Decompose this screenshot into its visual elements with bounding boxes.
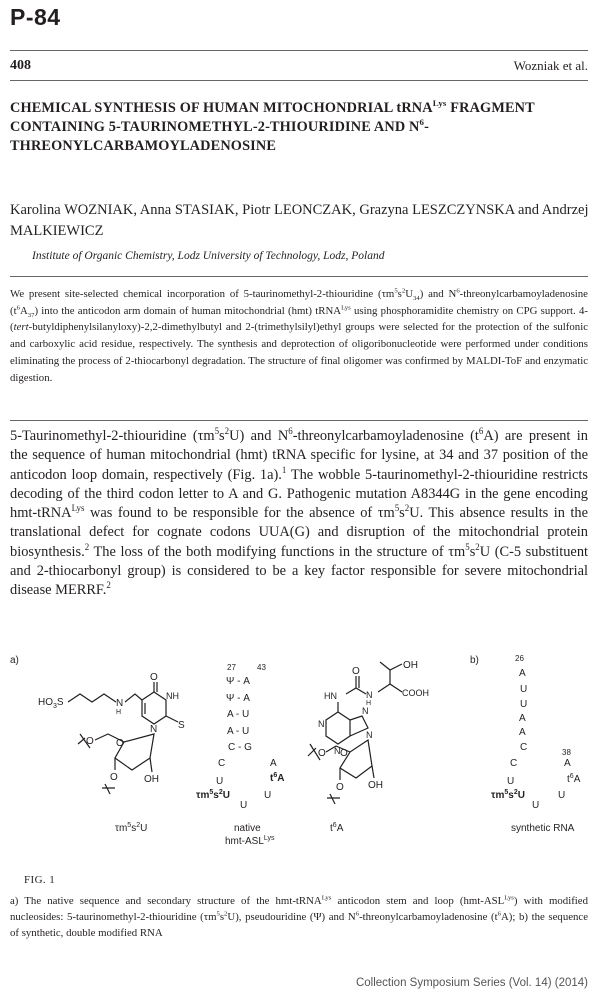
native-asl bbox=[196, 663, 284, 847]
tm5s2u-label: $\tau m^5s^2U$ bbox=[115, 822, 148, 834]
svg-text:O: O bbox=[318, 748, 326, 759]
svg-text:native: native bbox=[234, 823, 261, 834]
svg-text:O: O bbox=[116, 738, 124, 749]
authors: Karolina WOZNIAK, Anna STASIAK, Piotr LEONCZAK, Grazyna LESZCZYNSKA and Andrzej MALKIEWICZ bbox=[10, 202, 589, 239]
synthetic-rna bbox=[491, 654, 581, 834]
svg-text:C - G: C - G bbox=[228, 742, 252, 753]
svg-text:COOH: COOH bbox=[402, 688, 429, 698]
svg-text:N: N bbox=[366, 730, 373, 740]
svg-text:43: 43 bbox=[257, 663, 266, 672]
svg-text:U: U bbox=[520, 684, 528, 695]
svg-text:OH: OH bbox=[403, 660, 418, 671]
svg-text:HN: HN bbox=[324, 691, 337, 701]
svg-text:S: S bbox=[178, 720, 185, 731]
panel-a-label: a) bbox=[10, 655, 19, 666]
svg-text:U: U bbox=[507, 776, 515, 787]
abstract-top-rule bbox=[10, 276, 588, 277]
svg-text:HO3S: $HO_3S$ bbox=[38, 697, 64, 710]
svg-text:O: O bbox=[352, 666, 360, 677]
svg-text:Ψ - A: Ψ - A bbox=[226, 693, 250, 704]
svg-text:N: N bbox=[150, 724, 158, 735]
figure-1-structures bbox=[0, 648, 600, 853]
svg-text:O: O bbox=[86, 736, 94, 747]
svg-text:38: 38 bbox=[562, 748, 571, 757]
svg-text:C: C bbox=[510, 758, 518, 769]
svg-text:hmt-ASLLys: hmt-$ASL^{Lys}$ bbox=[225, 835, 275, 847]
svg-text:U: U bbox=[216, 776, 224, 787]
svg-text:A: A bbox=[270, 758, 277, 769]
figure-caption-text: a) The native sequence and secondary structure of the hmt-tRNA$^{Lys}$ anticodon stem and loop $(hmt-ASL^{Lys})$ with modified nucleosides: 5-taurinomethyl-2-thiouridine $(\tau m^5s^2U)$, pseudouridine (Ψ) and $N^6$-threonylcarbamoyladenosine $(t^6A)$; b) the sequence of synthetic, double modified RNA bbox=[10, 894, 588, 939]
svg-text:H: H bbox=[116, 709, 122, 716]
footer-series: Collection Symposium Series (Vol. 14) (2014) bbox=[355, 977, 588, 989]
svg-text:C: C bbox=[520, 742, 528, 753]
svg-text:C: C bbox=[218, 758, 226, 769]
t6a-structure bbox=[308, 660, 429, 834]
svg-text:U: U bbox=[264, 790, 272, 801]
svg-text:synthetic RNA: synthetic RNA bbox=[511, 823, 575, 834]
svg-text:26: 26 bbox=[515, 654, 524, 663]
svg-text:H: H bbox=[366, 700, 372, 707]
svg-text:A: A bbox=[564, 758, 571, 769]
t6a-label: $t^6A$ bbox=[330, 822, 344, 834]
svg-text:t6A: $t^6A$ bbox=[567, 773, 581, 785]
svg-text:N: N bbox=[366, 690, 373, 700]
header-rule bbox=[10, 80, 588, 81]
svg-text:O: O bbox=[336, 782, 344, 793]
svg-text:NH: NH bbox=[166, 691, 179, 701]
affiliation: Institute of Organic Chemistry, Lodz University of Technology, Lodz, Poland bbox=[32, 250, 385, 262]
svg-text:N: N bbox=[362, 706, 369, 716]
panel-b-label: b) bbox=[470, 655, 479, 666]
svg-text:t6A: $t^6A$ bbox=[270, 772, 285, 784]
svg-text:U: U bbox=[240, 800, 248, 811]
svg-text:OH: OH bbox=[144, 774, 159, 785]
svg-text:A - U: A - U bbox=[227, 709, 250, 720]
svg-text:Ψ - A: Ψ - A bbox=[226, 676, 250, 687]
svg-text:N: N bbox=[334, 746, 341, 756]
body-paragraph: 5-Taurinomethyl-2-thiouridine $(\tau m^5s^2U)$ and $N^6$-threonylcarbamoyladenosine $(t^6A)$ are present in the sequence of human mitochondrial (hmt) tRNA specific for lysine, at 34 and 37 position of the anticodon loop domain, respectively (Fig. 1a).$^1$ The wobble 5-taurinomethyl-2-thiouridine restricts decoding of the third codon letter to A and G. Pathogenic mutation A8344G in the gene encoding hmt-tRNA$^{Lys}$ was found to be responsible for the absence of $\tau m^5s^2U$. This absence results in the translational defect for cognate codons UUA(G) and disruption of the mitochondrial protein biosynthesis.$^2$ The loss of the both modifying functions in the structure of $\tau m^5s^2U$ (C-5 substituent and 2-thiocarbonyl group) is considered to be a key factor responsible for severe mitochondrial disease MERRF.$^2$ bbox=[10, 426, 589, 599]
svg-text:τm5s2U: $\tau m^5s^2U$ bbox=[196, 789, 230, 801]
svg-text:U: U bbox=[520, 699, 528, 710]
svg-text:O: O bbox=[150, 672, 158, 683]
svg-text:A: A bbox=[519, 668, 526, 679]
svg-text:A - U: A - U bbox=[227, 726, 250, 737]
svg-text:A: A bbox=[519, 713, 526, 724]
svg-text:O: O bbox=[110, 772, 118, 783]
svg-text:OH: OH bbox=[368, 780, 383, 791]
svg-text:O: O bbox=[340, 748, 348, 759]
top-rule bbox=[10, 50, 588, 51]
svg-text:A: A bbox=[519, 727, 526, 738]
svg-text:τm5s2U: $\tau m^5s^2U$ bbox=[491, 789, 525, 801]
svg-text:N: N bbox=[116, 698, 124, 709]
svg-text:N: N bbox=[318, 719, 325, 729]
svg-text:U: U bbox=[532, 800, 540, 811]
abstract: We present site-selected chemical incorporation of 5-taurinomethyl-2-thiouridine $(\tau m^5s^2U_{34})$ and $N^6$-threonylcarbamoyladenosine $(t^6A_{37})$ into the anticodon arm domain of human mitochondrial (hmt) tRNA$^{Lys}$ using phosphoramidite chemistry on CPG support. 4-(tert-butyldiphenylsilanyloxy)-2,2-dimethylbutyl and 2-(trimethylsilyl)ethyl groups were selected for the protection of the sulfonic and carboxylic acid residue, respectively. The synthesis and deprotection of oligoribonucleotide were performed under conditions eliminating the process of 2-thiocarbonyl degradation. The structure of final oligomer was confirmed by MALDI-ToF and enzymatic digestion. bbox=[10, 287, 588, 384]
page-number: 408 bbox=[10, 58, 31, 73]
abstract-bottom-rule bbox=[10, 420, 588, 421]
poster-id: P-84 bbox=[10, 4, 61, 30]
svg-text:U: U bbox=[558, 790, 566, 801]
running-head: Wozniak et al. bbox=[513, 58, 588, 73]
figure-caption-label: FIG. 1 bbox=[24, 874, 56, 886]
paper-title: CHEMICAL SYNTHESIS OF HUMAN MITOCHONDRIAL tRNA$^{Lys}$ FRAGMENT CONTAINING 5-TAURINOMETHYL-2-THIOURIDINE AND $N^6$-THREONYLCARBAMOYLADENOSINE bbox=[10, 98, 535, 154]
svg-text:27: 27 bbox=[227, 663, 236, 672]
tm5s2u-structure bbox=[38, 672, 185, 834]
